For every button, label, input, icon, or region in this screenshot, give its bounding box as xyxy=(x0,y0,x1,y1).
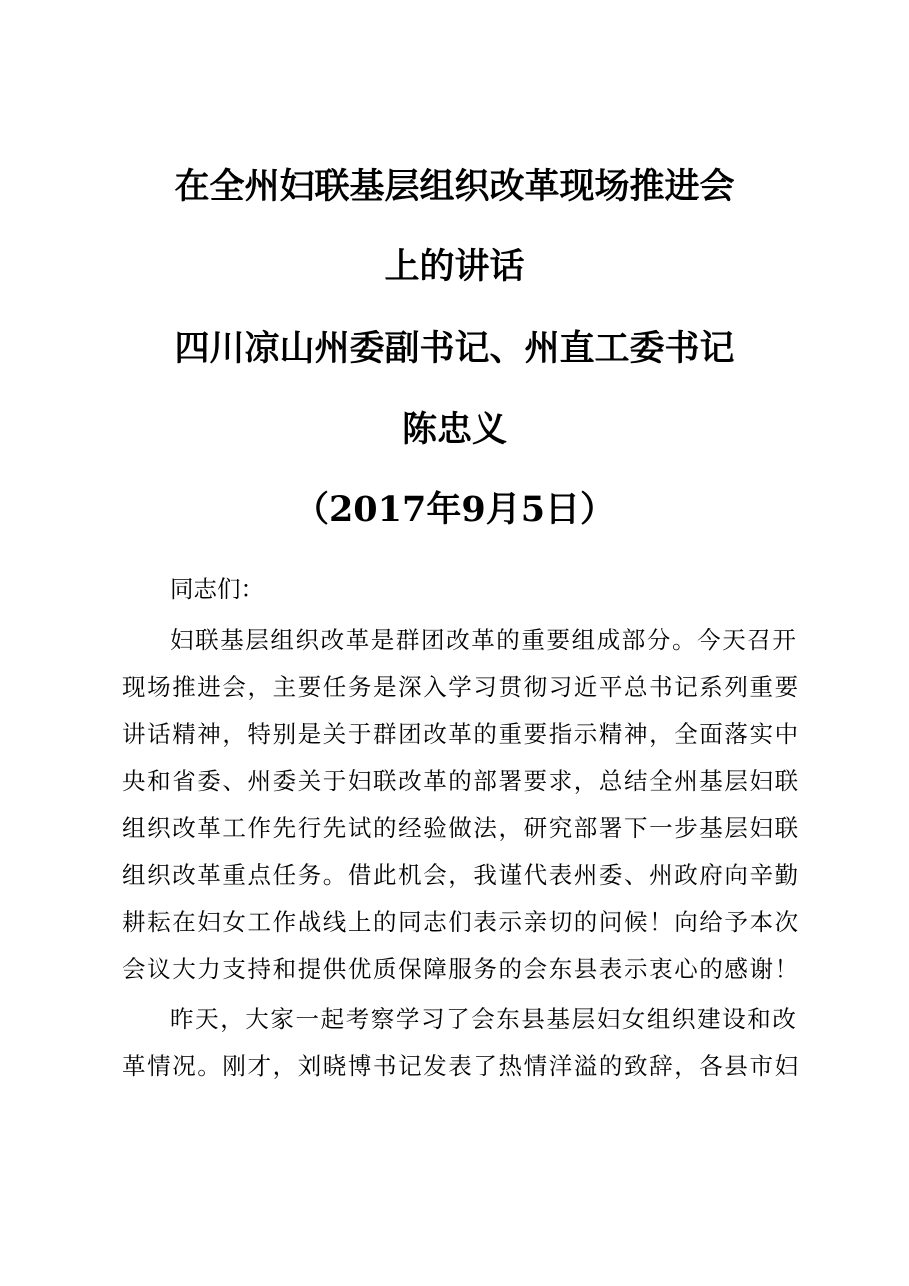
paragraph-1-line: 组织改革重点任务。借此机会，我谨代表州委、州政府向辛勤 xyxy=(122,861,800,889)
paragraph-1-line: 讲话精神，特别是关于群团改革的重要指示精神，全面落实中 xyxy=(122,720,800,748)
paragraph-2-line: 昨天，大家一起考察学习了会东县基层妇女组织建设和改 xyxy=(170,1005,798,1033)
speaker-position: 四川凉山州委副书记、州直工委书记 xyxy=(174,328,735,369)
paragraph-1-line: 会议大力支持和提供优质保障服务的会东县表示衷心的感谢！ xyxy=(122,955,800,983)
paragraph-1-line: 现场推进会，主要任务是深入学习贯彻习近平总书记系列重要 xyxy=(122,673,800,701)
speaker-name: 陈忠义 xyxy=(401,409,507,450)
paragraph-1-line: 耕耘在妇女工作战线上的同志们表示亲切的问候！向给予本次 xyxy=(122,908,800,936)
speech-date: （2017年9月5日） xyxy=(293,489,616,530)
document-title-line-1: 在全州妇联基层组织改革现场推进会 xyxy=(174,166,735,207)
paragraph-1-line: 妇联基层组织改革是群团改革的重要组成部分。今天召开 xyxy=(170,626,798,654)
document-title-line-2: 上的讲话 xyxy=(384,246,525,287)
paragraph-1-line: 组织改革工作先行先试的经验做法，研究部署下一步基层妇联 xyxy=(122,814,800,842)
salutation: 同志们： xyxy=(170,575,264,603)
paragraph-1-line: 央和省委、州委关于妇联改革的部署要求，总结全州基层妇联 xyxy=(122,767,800,795)
paragraph-2-line: 革情况。刚才，刘晓博书记发表了热情洋溢的致辞，各县市妇 xyxy=(122,1052,800,1080)
